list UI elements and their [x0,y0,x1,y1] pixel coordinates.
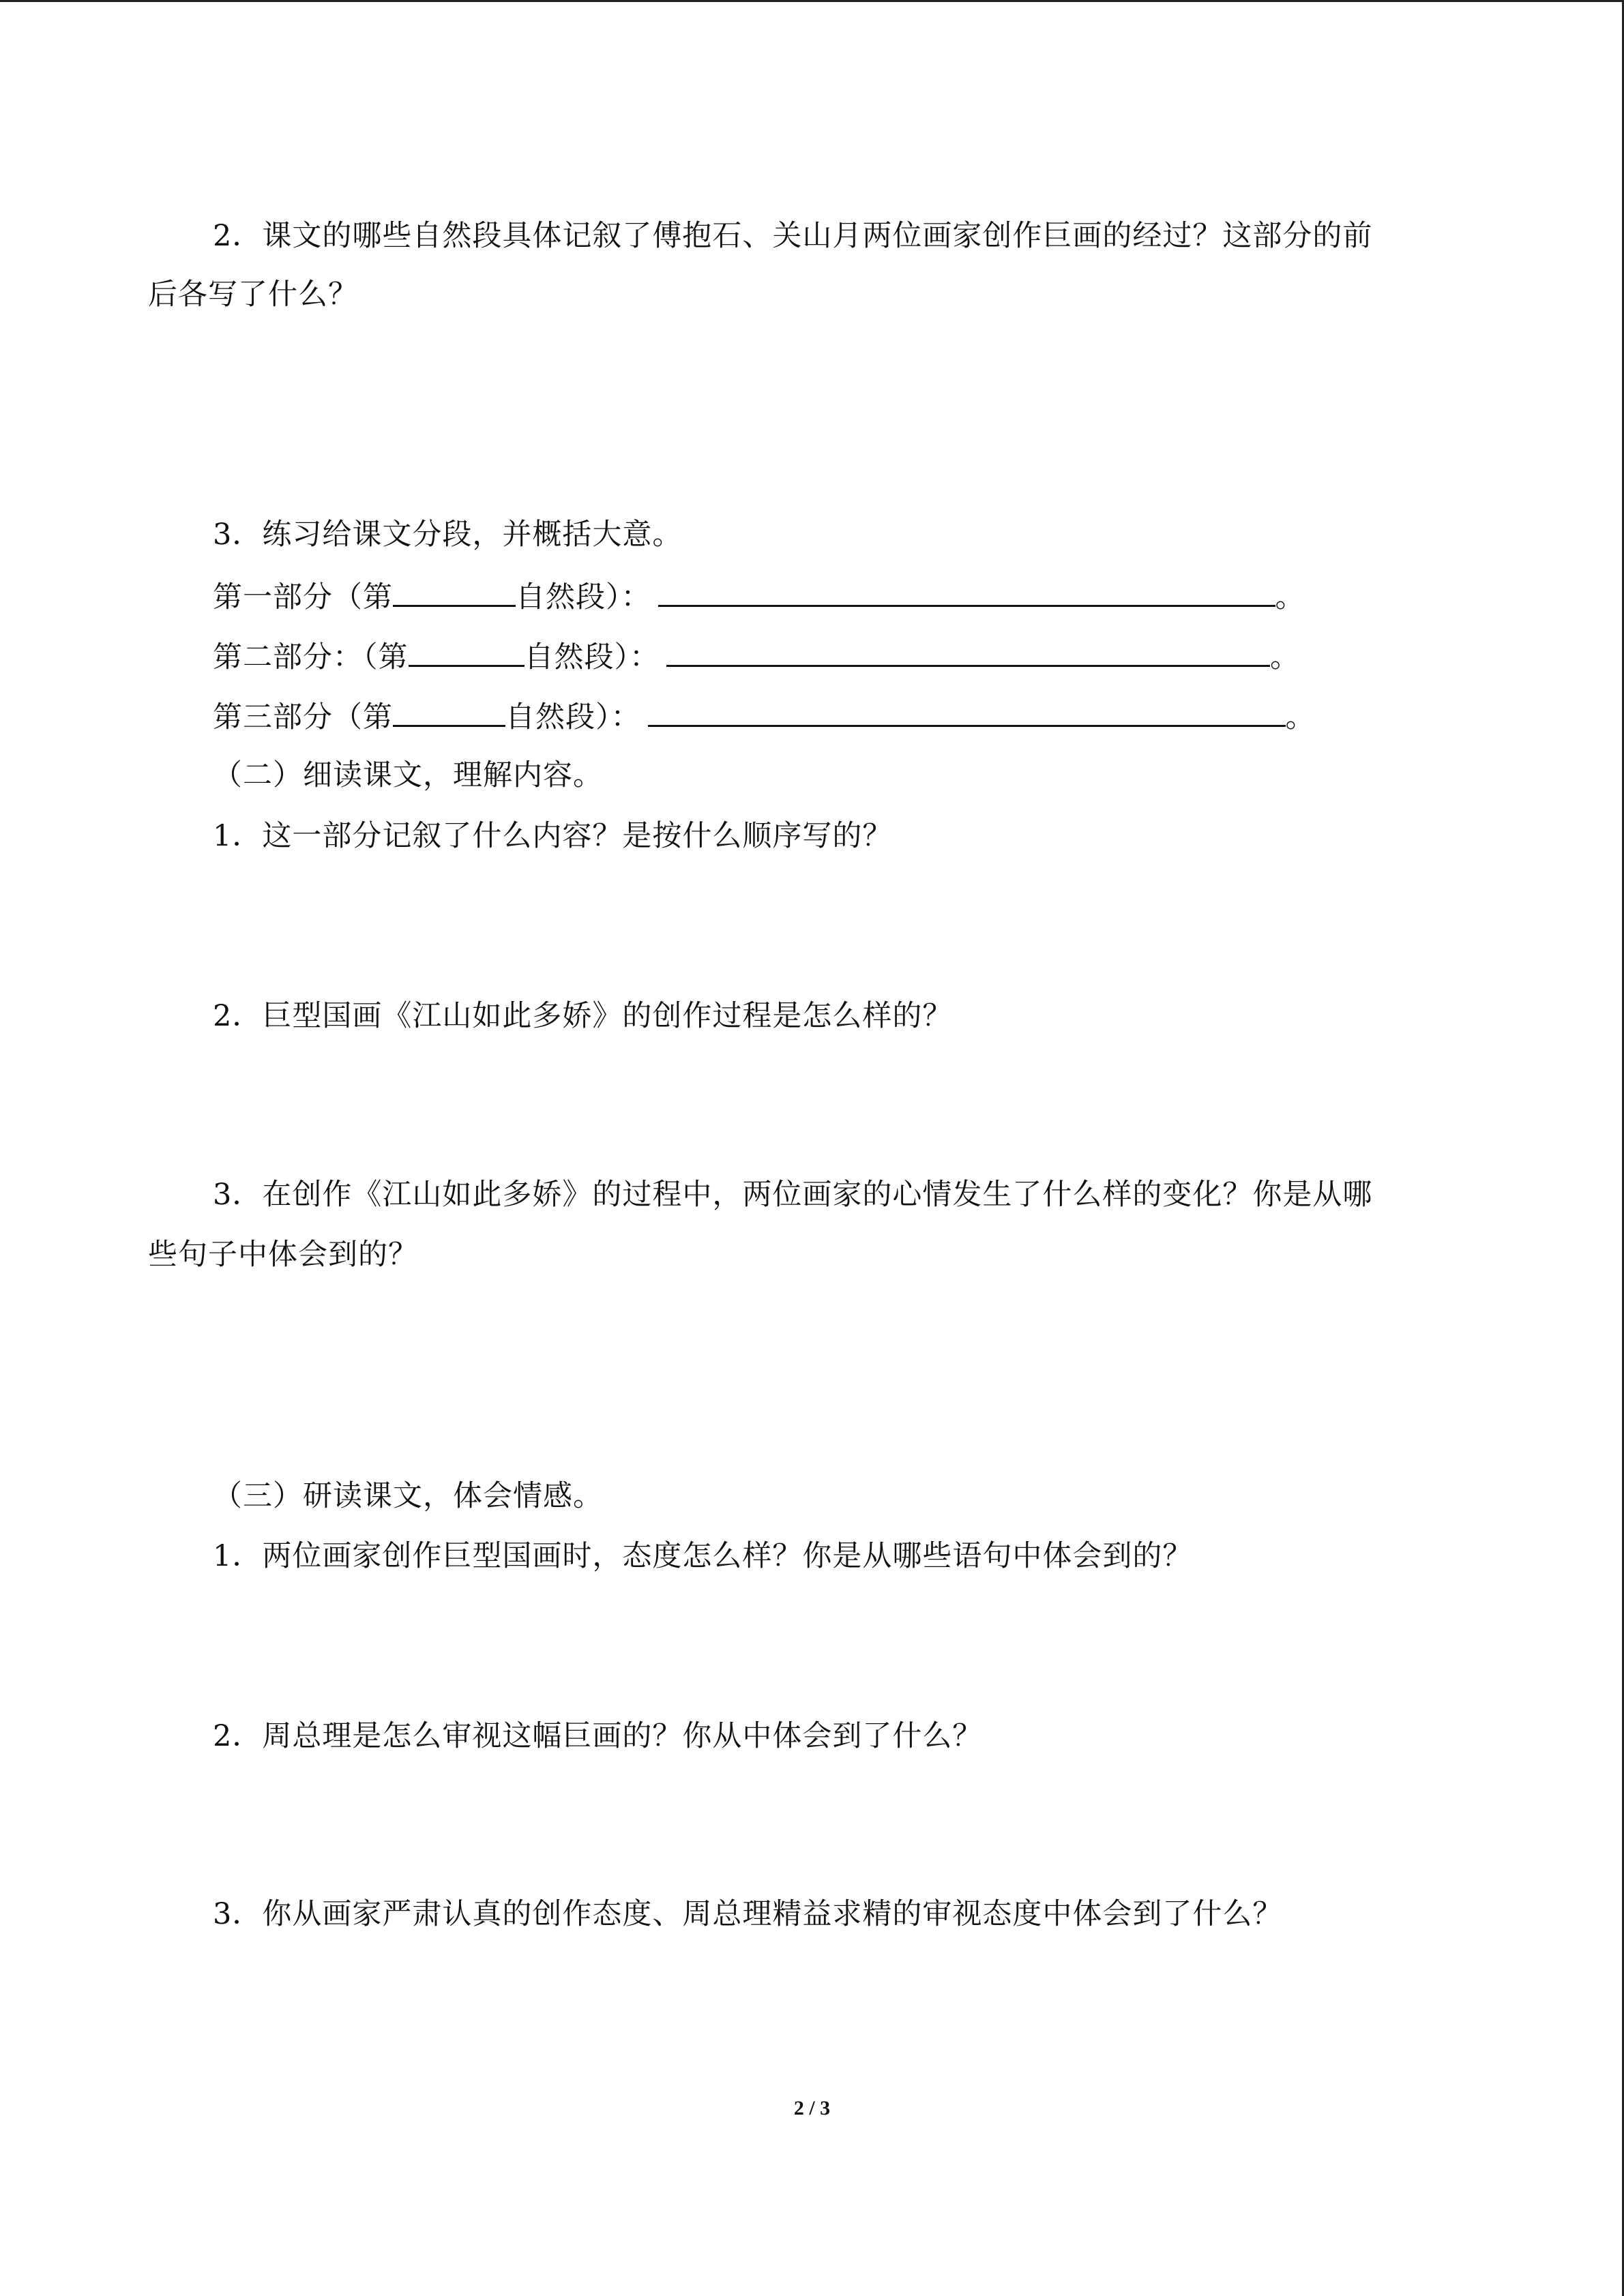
part2-mid: 自然段）： [524,640,660,674]
question-s1-2-line1: 2．课文的哪些自然段具体记叙了傅抱石、关山月两位画家创作巨画的经过？这部分的前 [213,219,1373,253]
question-s1-3: 3．练习给课文分段，并概括大意。 [213,518,683,552]
part1-end: 。 [1275,580,1305,614]
question-s3-1: 1．两位画家创作巨型国画时，态度怎么样？你是从哪些语句中体会到的？ [213,1539,1193,1573]
part1-prefix: 第一部分（第 [213,580,393,614]
question-s2-3-line2: 些句子中体会到的？ [148,1238,418,1272]
question-s3-3: 3．你从画家严肃认真的创作态度、周总理精益求精的审视态度中体会到了什么？ [213,1897,1283,1931]
part3-prefix: 第三部分（第 [213,700,393,734]
part1-row [213,575,1305,618]
section-2-heading: （二）细读课文，理解内容。 [213,758,603,792]
question-s2-1: 1．这一部分记叙了什么内容？是按什么顺序写的？ [213,819,893,853]
part2-row [213,635,1300,678]
part1-summary-blank[interactable] [658,575,1275,607]
part3-row [213,695,1316,738]
part3-paragraph-blank[interactable] [393,695,505,727]
question-s2-2: 2．巨型国画《江山如此多娇》的创作过程是怎么样的？ [213,999,953,1033]
part2-end: 。 [1270,640,1300,674]
part2-paragraph-blank[interactable] [409,635,525,667]
part3-mid: 自然段）： [505,700,641,734]
part2-prefix: 第二部分：（第 [213,640,409,674]
part1-mid: 自然段）： [516,580,651,614]
question-s2-3-line1: 3．在创作《江山如此多娇》的过程中，两位画家的心情发生了什么样的变化？你是从哪 [213,1178,1373,1212]
page-top-border [0,0,1624,2]
page-number: 2 / 3 [793,2097,831,2119]
part1-paragraph-blank[interactable] [393,575,516,607]
part3-end: 。 [1285,700,1316,734]
part2-summary-blank[interactable] [666,635,1270,667]
question-s1-2-line2: 后各写了什么？ [148,278,358,312]
question-s3-2: 2．周总理是怎么审视这幅巨画的？你从中体会到了什么？ [213,1719,983,1753]
part3-summary-blank[interactable] [648,695,1286,727]
section-3-heading: （三）研读课文，体会情感。 [213,1479,603,1513]
